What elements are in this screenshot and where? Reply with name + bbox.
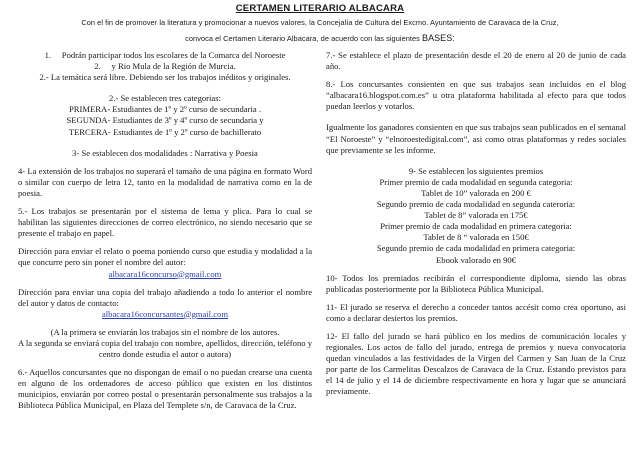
premio-value: Ebook valorado en 90€ bbox=[436, 254, 516, 265]
nota-line-2: A la segunda se enviará copia del trabajo con nombre, apellidos, dirección, teléfono y centro donde estudia el autor o autora) bbox=[18, 337, 312, 360]
email-link-concurso[interactable]: albacara16concurso@gmail.com bbox=[108, 268, 222, 279]
base-8: 8.- Los concursantes consienten en que sus trabajos sean incluidos en el blog “albacara16.blogspot.com.es” u otra plataforma habilitada al efecto para que todos puedan leerlos y votarlos. bbox=[326, 79, 626, 112]
base-5: 5.- Los trabajos se presentarán por el sistema de lema y plica. Para lo cual se habilitan las siguientes direcciones de correo electrónico, no siendo necesario que se presente el trabajo en papel. bbox=[18, 206, 313, 239]
email-link-concursantes[interactable]: albacara16concursantes@gmail.com bbox=[101, 308, 229, 319]
bases-label: BASES: bbox=[422, 33, 455, 43]
premio-label: Segundo premio de cada modalidad en segunda cateroria: bbox=[376, 199, 576, 210]
convocatoria-text: convoca el Certamen Literario Albacara, de acuerdo con las siguientes bbox=[185, 34, 423, 43]
premio-label: Primer premio de cada modalidad en primera categoria: bbox=[380, 221, 572, 232]
base-7: 7.- Se establece el plazo de presentación desde el 20 de enero al 20 de junio de cada año. bbox=[326, 50, 626, 72]
premios-list bbox=[326, 177, 626, 266]
base-3: 3- Se establecen dos modalidades : Narrativa y Poesia bbox=[72, 147, 258, 158]
premio-value: Tablet de 8 “ valorada en 150€ bbox=[423, 232, 529, 243]
base-1-line-2: 2. y Rio Mula de la Región de Murcia. bbox=[94, 61, 236, 72]
categoria-segunda: SEGUNDA- Estudiantes de 3º y 4º curso de secundaria y bbox=[66, 115, 264, 126]
base-11: 11- El jurado se reserva el derecho a conceder tantos accésit como crea oportuno, asi como a declarar desiertos los premios. bbox=[326, 301, 626, 323]
document-subtitle-line-1: Con el fin de promover la literatura y promocionar a nuevos valores, la Concejalía de Cultura del Excmo. Ayuntamiento de Caravaca de la Cruz, bbox=[81, 18, 559, 27]
document-title: CERTAMEN LITERARIO ALBACARA bbox=[235, 3, 405, 14]
categoria-primera: PRIMERA- Estudiantes de 1º y 2º curso de secundaria . bbox=[69, 104, 261, 115]
two-column-body bbox=[8, 50, 632, 412]
document-header bbox=[8, 3, 632, 44]
base-1-line-1: 1. Podrán participar todos los escolares de la Comarca del Noroeste bbox=[44, 50, 286, 60]
right-column bbox=[318, 50, 632, 398]
document-subtitle-line-2 bbox=[8, 33, 632, 44]
left-column bbox=[8, 50, 318, 412]
direccion-2-text: Dirección para enviar una copia del trabajo añadiendo a todo lo anterior el nombre del autor y datos de contacto: bbox=[18, 286, 313, 308]
direccion-1-text: Dirección para enviar el relato o poema poniendo curso que estudia y modalidad a la que concurre pero sin poner el nombre del autor: bbox=[18, 246, 313, 268]
base-8b-publicacion: Igualmente los ganadores consienten en que sus trabajos sean publicados en el semanal “El Noroeste” y “elnoroestedigital.com”, asi como otras plataformas y redes sociales que previamente se les informe. bbox=[326, 122, 626, 155]
direccion-1-email-line bbox=[18, 269, 312, 280]
base-12: 12- El fallo del jurado se hará público en los medios de comunicación locales y regionales. Los actos de fallo del jurado, entrega de premios y nueva convocatoria quedan vinculados a las festividades de la Virgen del Carmen y San Juan de la Cruz por parte de los Carmelitas Descalzos de Caravaca de la Cruz. Estando previstos para el 14 de julio y el 14 de diciembre respectivamente en hora y lugar que se anunciará previamente. bbox=[326, 330, 626, 397]
base-6: 6.- Aquellos concursantes que no dispongan de email o no puedan crearse una cuenta en alguno de los ordenadores de acceso público que existen en los distintos municipios, enviarán por correo postal o presentarán personalmente sus trabajos a la Biblioteca Pública Municipal, en Plaza del Templete s/n, de Caravaca de la Cruz. bbox=[18, 367, 313, 411]
premio-value: Tablet de 10” valorada en 200 € bbox=[421, 187, 531, 198]
premio-label: Segundo premio de cada modalidad en primera categoria: bbox=[376, 243, 576, 254]
nota-line-1: (A la primera se enviarán los trabajos sin el nombre de los autores. bbox=[50, 326, 280, 337]
premios-heading: 9- Se establecen los siguientes premios bbox=[408, 165, 544, 176]
base-2: 2.- La temática será libre. Debiendo ser los trabajos inéditos y originales. bbox=[39, 72, 291, 83]
premio-value: Tablet de 8” valorada en 175€ bbox=[424, 210, 528, 221]
base-4: 4- La extensión de los trabajos no superará el tamaño de una página en formato Word o similar con cuerpo de letra 12, tanto en la modalidad de narrativa como en la de poesia. bbox=[18, 165, 313, 198]
categoria-tercera: TERCERA- Estudiantes de 1º y 2º curso de bachillerato bbox=[68, 126, 262, 137]
direccion-2-email-line bbox=[18, 309, 312, 320]
categorias-heading: 2.- Se establecen tres categorias: bbox=[109, 93, 221, 104]
base-10: 10- Todos los premiados recibirán el correspondiente diploma, siendo las obras publicadas posteriormente por la Biblioteca Pública Municipal. bbox=[326, 272, 626, 294]
premio-label: Primer premio de cada modalidad en segunda categoria: bbox=[379, 176, 573, 187]
